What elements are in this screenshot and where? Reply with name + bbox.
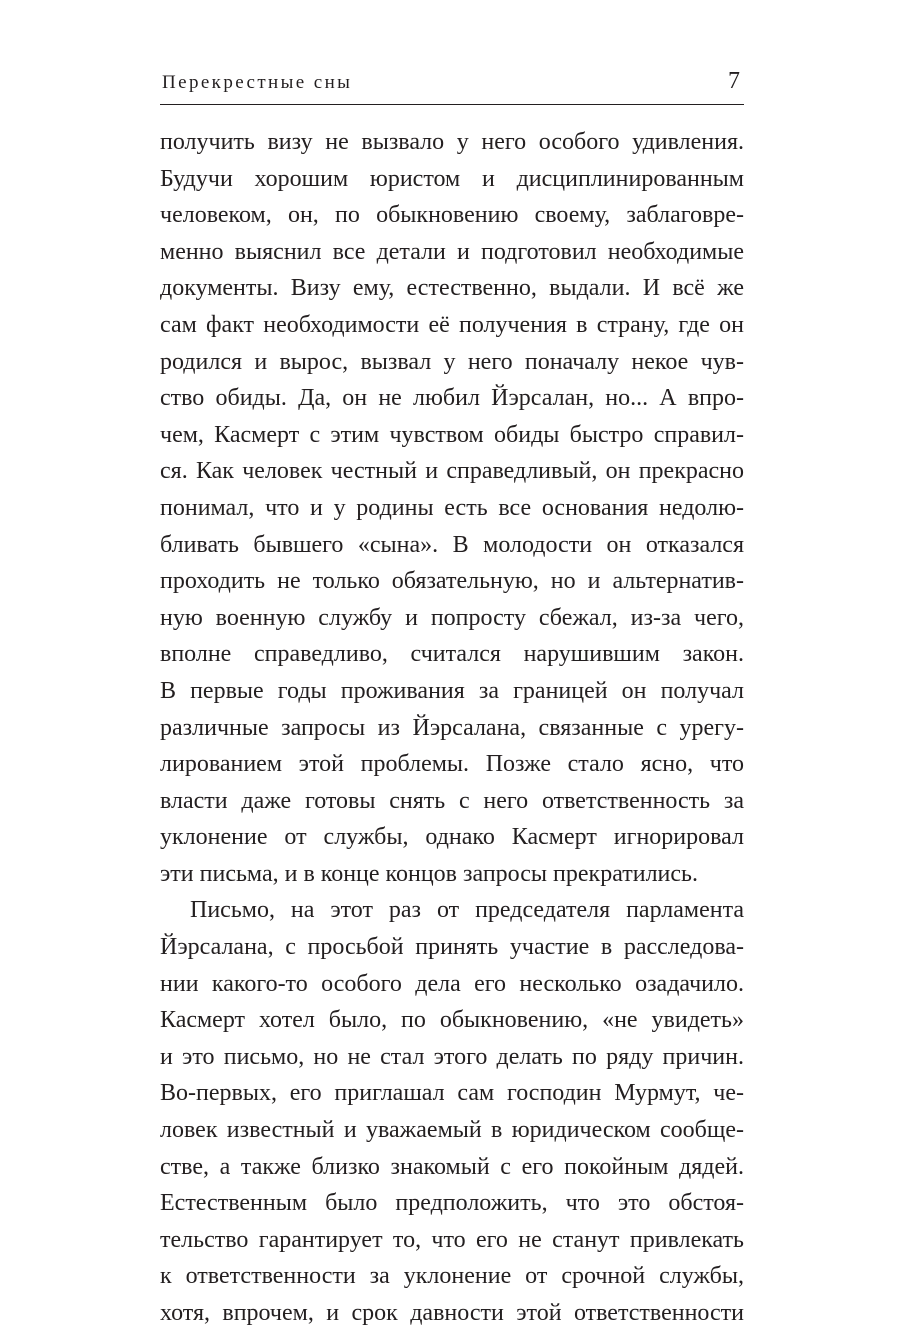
text-line: лированием этой проблемы. Позже стало ясно, что [160, 751, 744, 778]
text-line: тельство гарантирует то, что его не станут привлекать [160, 1226, 744, 1253]
text-line: родился и вырос, вызвал у него поначалу некое чув- [160, 348, 744, 375]
text-line: хотя, впрочем, и срок давности этой ответственности [160, 1300, 744, 1326]
text-line: чем, Касмерт с этим чувством обиды быстро справил- [160, 421, 744, 448]
text-line: нии какого-то особого дела его несколько озадачило. [160, 970, 744, 997]
text-line: Естественным было предположить, что это обстоя- [160, 1190, 744, 1217]
paragraph-1 [160, 124, 744, 892]
text-line: различные запросы из Йэрсалана, связанные с урегу- [160, 714, 744, 741]
text-line: Йэрсалана, с просьбой принять участие в расследова- [160, 934, 744, 961]
text-line: документы. Визу ему, естественно, выдали. И всё же [160, 275, 744, 302]
text-line: к ответственности за уклонение от срочной службы, [160, 1263, 744, 1290]
text-line: Касмерт хотел было, по обыкновению, «не увидеть» [160, 1007, 744, 1034]
text-line: В первые годы проживания за границей он получал [160, 677, 744, 704]
text-line: эти письма, и в конце концов запросы прекратились. [160, 860, 698, 887]
text-line: и это письмо, но не стал этого делать по ряду причин. [160, 1043, 744, 1070]
text-line: стве, а также близко знакомый с его покойным дядей. [160, 1153, 744, 1180]
text-line: человеком, он, по обыкновению своему, заблаговре- [160, 202, 744, 229]
text-line: власти даже готовы снять с него ответственность за [160, 787, 744, 814]
text-line: Будучи хорошим юристом и дисциплинированным [160, 165, 744, 192]
text-line: Во-первых, его приглашал сам господин Мурмут, че- [160, 1080, 744, 1107]
text-line: понимал, что и у родины есть все основания недолю- [160, 494, 744, 521]
running-title: Перекрестные сны [162, 72, 353, 93]
header-rule [160, 104, 744, 105]
text-line: менно выяснил все детали и подготовил необходимые [160, 238, 744, 265]
text-line: проходить не только обязательную, но и альтернатив- [160, 568, 744, 595]
text-line: сам факт необходимости её получения в страну, где он [160, 311, 744, 338]
paragraph-2 [160, 892, 744, 1331]
text-line: бливать бывшего «сына». В молодости он отказался [160, 531, 744, 558]
text-line: ловек известный и уважаемый в юридическом сообще- [160, 1117, 744, 1144]
page-number: 7 [728, 68, 740, 94]
text-line: ную военную службу и попросту сбежал, из-за чего, [160, 604, 744, 631]
text-line: уклонение от службы, однако Касмерт игнорировал [160, 824, 744, 851]
text-line: ство обиды. Да, он не любил Йэрсалан, но... А впро- [160, 385, 744, 412]
text-line: вполне справедливо, считался нарушившим закон. [160, 641, 744, 668]
text-line: Письмо, на этот раз от председателя парламента [190, 897, 744, 924]
text-line: ся. Как человек честный и справедливый, он прекрасно [160, 458, 744, 485]
text-line: получить визу не вызвало у него особого удивления. [160, 129, 744, 155]
body-text [160, 124, 744, 1332]
running-header [160, 68, 744, 98]
